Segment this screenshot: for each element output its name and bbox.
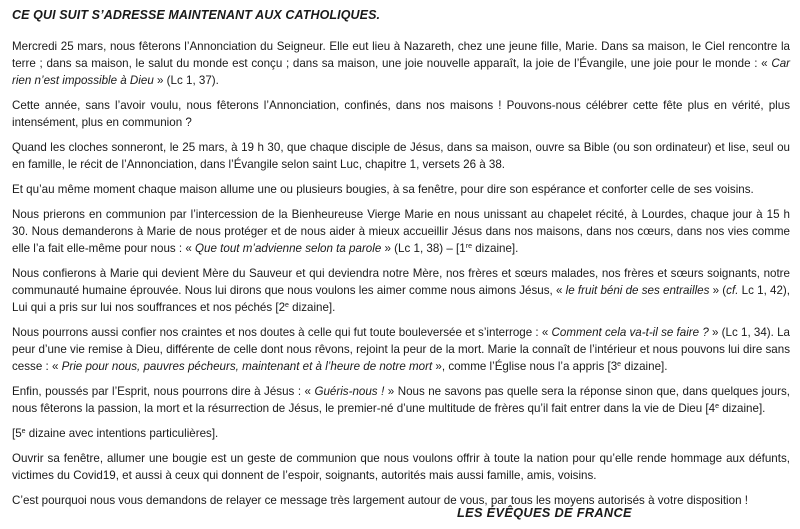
paragraph-dizaine-1 — [12, 207, 790, 258]
paragraph-dizaine-3 — [12, 325, 790, 376]
p1-end: » (Lc 1, 37). — [153, 73, 219, 87]
p1-text: Mercredi 25 mars, nous fêterons l’Annonciation du Seigneur. Elle eut lieu à Nazareth, chez une jeune fille, Marie. Dans sa maison, le Ciel rencontre la terre ; dans sa maison, le salut du monde est conçu ; dans sa maison, une joie nouvelle apparaît, la joie de l’Évangile, une joie pour le monde : « — [12, 40, 790, 70]
p7-mid: » (Lc 1, 34). La peur d’une vie remise à Dieu, différente de celle dont nous rêvons, rejoint la peur de la mort. Marie la connaît de l’intérieur et nous pouvons lui dire sans cesse : « — [12, 325, 790, 373]
paragraph-dizaine-4 — [12, 384, 790, 418]
paragraph-bougies: Et qu’au même moment chaque maison allume une ou plusieurs bougies, à sa fenêtre, pour dire son espérance et conforter celle de ses voisins. — [12, 182, 754, 196]
p8-text: Enfin, poussés par l’Esprit, nous pourrons dire à Jésus : « — [12, 384, 311, 398]
paragraph-relayer: C’est pourquoi nous vous demandons de relayer ce message très largement autour de vous, par tous les moyens autorisés à votre disposition ! — [12, 493, 748, 507]
p1-quote: Car rien n’est impossible à Dieu — [12, 56, 791, 87]
p6-sup: e — [285, 301, 289, 309]
paragraph-dizaine-5 — [12, 426, 790, 443]
paragraph-confines: Cette année, sans l’avoir voulu, nous fêterons l’Annonciation, confinés, dans nos maisons ! Pouvons-nous célébrer cette fête plus en vérité, plus intensément, plus en communion ? — [12, 98, 790, 129]
paragraph-fenetre: Ouvrir sa fenêtre, allumer une bougie est un geste de communion que nous voulons offrir à toute la nation pour qu’elle rende hommage aux défunts, victimes du Covid19, et aussi à ceux qui donnent de l’espoir, soignants, autorités mais aussi famille, amis, voisins. — [12, 451, 790, 482]
p6-cf: cf. — [726, 283, 739, 297]
p6-end: » ( — [709, 283, 727, 297]
p5-end2: dizaine]. — [471, 241, 519, 255]
p8-quote: Guéris-nous ! — [310, 384, 385, 398]
p8-mid: » Nous ne savons pas quelle sera la réponse sinon que, dans quelques jours, nous fêterons la passion, la mort et la résurrection de Jésus, le premier-né d’une multitude de frères qu’il fait entrer dans la vie de Dieu [4 — [12, 384, 791, 415]
p7-quote: Comment cela va-t-il se faire ? — [548, 325, 709, 339]
p7-sup: e — [617, 360, 622, 368]
p7-text: Nous pourrons aussi confier nos craintes et nos doutes à celle qui fut toute bouleversée et s’interroge : « — [12, 325, 549, 339]
p6-end3: dizaine]. — [288, 300, 336, 314]
signature: LES ÉVÊQUES DE FRANCE — [457, 505, 632, 520]
section-heading: CE QUI SUIT S’ADRESSE MAINTENANT AUX CATHOLIQUES. — [12, 8, 381, 22]
paragraph-annonciation — [12, 39, 790, 90]
p8-sup: e — [715, 402, 719, 410]
p9-sup: e — [21, 427, 26, 435]
body-text — [12, 39, 790, 518]
p7-end2: dizaine]. — [621, 359, 668, 373]
p6-quote: le fruit béni de ses entrailles — [562, 283, 710, 297]
paragraph-cloches: Quand les cloches sonneront, le 25 mars, à 19 h 30, que chaque disciple de Jésus, dans sa maison, ouvre sa Bible (ou son ordinateur) et lise, seul ou en famille, le récit de l’Annonciation, dans l’Évangile selon saint Luc, chapitre 1, versets 26 à 38. — [12, 140, 790, 171]
p5-sup: re — [465, 242, 472, 250]
p6-end2: Lc 1, 42), Lui qui a pris sur lui nos souffrances et nos péchés [2 — [12, 283, 790, 314]
p5-end: » (Lc 1, 38) – [1 — [381, 241, 466, 255]
p6-text: Nous confierons à Marie qui devient Mère du Sauveur et qui deviendra notre Mère, nos frères et sœurs malades, nos frères et sœurs soignants, notre communauté humaine éprouvée. Nous lui dirons que nous voulons les aimer comme nous aimons Jésus, « — [12, 266, 790, 297]
p9-end: dizaine avec intentions particulières]. — [25, 426, 219, 440]
p7-quote2: Prie pour nous, pauvres pécheurs, maintenant et à l’heure de notre mort — [58, 359, 433, 373]
p5-text: Nous prierons en communion par l’intercession de la Bienheureuse Vierge Marie en nous unissant au chapelet récité, à Lourdes, chaque jour à 15 h 30. Nous demanderons à Marie de nous protéger et de nous aider à mieux accueillir Jésus dans nos maisons, dans nos cœurs, dans nos vies comme elle l’a fait elle-même pour nous : « — [12, 208, 790, 255]
p7-end: », comme l’Église nous l’a appris [3 — [432, 359, 618, 373]
p9-text: [5 — [12, 426, 22, 440]
p8-end: dizaine]. — [718, 401, 766, 415]
p5-quote: Que tout m’advienne selon ta parole — [191, 241, 382, 255]
paragraph-dizaine-2 — [12, 266, 790, 317]
